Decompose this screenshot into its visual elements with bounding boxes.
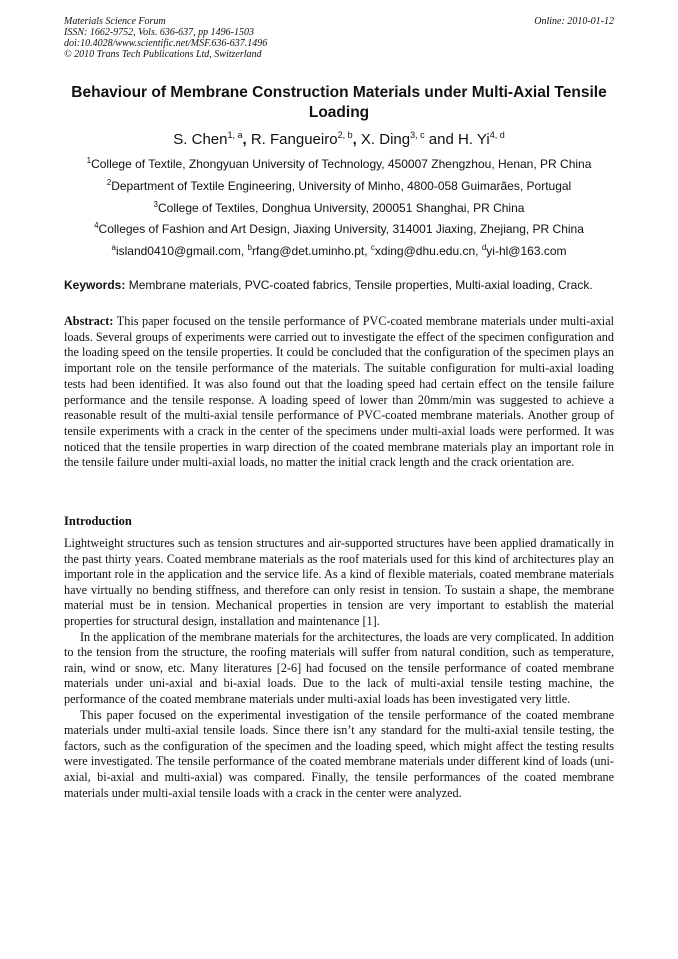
author-separator: , xyxy=(352,131,361,148)
email-marker: a xyxy=(111,243,116,252)
email-marker: d xyxy=(481,243,487,252)
author-superscript: 2, b xyxy=(337,130,353,140)
section-heading-introduction: Introduction xyxy=(64,514,132,528)
online-date: Online: 2010-01-12 xyxy=(534,16,614,27)
journal-info xyxy=(64,16,614,60)
author-superscript: 1, a xyxy=(227,130,243,140)
author-name: H. Yi xyxy=(458,131,490,148)
affiliation xyxy=(40,222,638,236)
author-name: S. Chen xyxy=(173,131,228,148)
copyright-line: © 2010 Trans Tech Publications Ltd, Switzerland xyxy=(64,49,262,60)
keywords-text: Membrane materials, PVC-coated fabrics, Tensile properties, Multi-axial loading, Crack. xyxy=(125,278,593,292)
paragraph: In the application of the membrane materials for the architectures, the loads are very complicated. In addition to the tension from the structure, the roofing materials will suffer from natural condition, such as temperature, rain, wind or snow, etc. Many literatures [2-6] had focused on the tensile performance of coated membrane materials under uni-axial and bi-axial loads. Due to the lack of multi-axial tensile testing machine, the performance of the coated membrane materials under multi-axial loads has been investigated very little. xyxy=(64,629,614,706)
abstract-text: This paper focused on the tensile performance of PVC-coated membrane materials under multi-axial loads. Several groups of experiments were carried out to investigate the effect of the specimen configuration and the loading speed on the tensile properties. It could be concluded that the configuration of the specimen plays an important role on the tensile performance of the materials. The suitable configuration for multi-axial loading tests had been identified. It was also found out that the loading speed had certain effect on the tensile failure performance and the tensile response. A loading speed of lower than 20mm/min was suggested to achieve a reasonable result of the multi-axial tensile performance of PVC-coated membrane materials. Another group of tensile experiments with a crack in the center of the specimens under multi-axial loads were performed. It was noticed that the tensile properties in warp direction of the coated membrane materials play an important role in the tensile failure under multi-axial loads, no matter the initial crack length and the crack orientation are. xyxy=(64,314,614,470)
paper-title: Behaviour of Membrane Construction Materials under Multi-Axial Tensile Loading xyxy=(71,84,607,121)
introduction-body xyxy=(64,536,614,801)
email-list xyxy=(40,244,638,258)
affiliation xyxy=(40,179,638,193)
email-marker: b xyxy=(247,243,252,252)
email-address: island0410@gmail.com, xyxy=(115,244,248,258)
affiliation-text: College of Textile, Zhongyuan University of Technology, 450007 Zhengzhou, Henan, PR China xyxy=(91,157,592,171)
email-address: rfang@det.uminho.pt, xyxy=(251,244,371,258)
keywords-label: Keywords: xyxy=(64,278,126,292)
paragraph: This paper focused on the experimental investigation of the tensile performance of the coated membrane materials under multi-axial tensile loads. Since there isn’t any standard for the multi-axial tensile testing, the factors, such as the configuration of the specimen and the loading speed, which might affect the testing results were investigated. The tensile performance of the coated membrane materials under different kind of loads (uni-axial, bi-axial and multi-axial) was compared. Finally, the tensile performances of the coated membrane materials under multi-axial tensile loads with a crack in the center were analyzed. xyxy=(64,707,614,800)
affiliation-text: College of Textiles, Donghua University, 200051 Shanghai, PR China xyxy=(158,201,525,215)
abstract-label: Abstract: xyxy=(64,314,114,328)
author-name: X. Ding xyxy=(360,131,411,148)
affiliation-text: Department of Textile Engineering, University of Minho, 4800-058 Guimarães, Portugal xyxy=(111,179,572,193)
journal-name: Materials Science Forum xyxy=(64,16,166,27)
keywords xyxy=(64,278,624,292)
email-address: yi-hl@163.com xyxy=(486,244,567,258)
email-address: xding@dhu.edu.cn, xyxy=(374,244,482,258)
affiliation-number: 4 xyxy=(94,221,99,230)
author-list xyxy=(40,131,638,149)
author-name: R. Fangueiro xyxy=(250,131,338,148)
affiliation-number: 3 xyxy=(153,200,158,209)
author-superscript: 3, c xyxy=(410,130,425,140)
paragraph: Lightweight structures such as tension structures and air-supported structures have been applied dramatically in the past thirty years. Coated membrane materials as the roof materials used for this kind of architectures play an important role in the application and the service life. As a kind of flexible materials, coated membrane materials have virtually no bending stiffness, and therefore can only resist in tension. To sustain a shape, the membrane material must be in tension. Mechanical properties in tension are very important to establish the material properties for structural design, installation and maintenance [1]. xyxy=(64,536,614,628)
affiliation xyxy=(40,157,638,171)
affiliation-number: 1 xyxy=(86,156,92,165)
author-and: and xyxy=(424,131,459,148)
affiliation xyxy=(40,201,638,215)
affiliation-text: Colleges of Fashion and Art Design, Jiaxing University, 314001 Jiaxing, Zhejiang, PR China xyxy=(98,222,584,236)
abstract xyxy=(64,314,614,471)
issn-line: ISSN: 1662-9752, Vols. 636-637, pp 1496-1503 xyxy=(64,27,254,38)
author-separator: , xyxy=(242,131,251,148)
author-superscript: 4, d xyxy=(489,130,505,140)
email-marker: c xyxy=(370,243,375,252)
journal-header xyxy=(64,16,614,60)
affiliation-number: 2 xyxy=(106,178,112,187)
doi-line: doi:10.4028/www.scientific.net/MSF.636-637.1496 xyxy=(64,38,268,49)
